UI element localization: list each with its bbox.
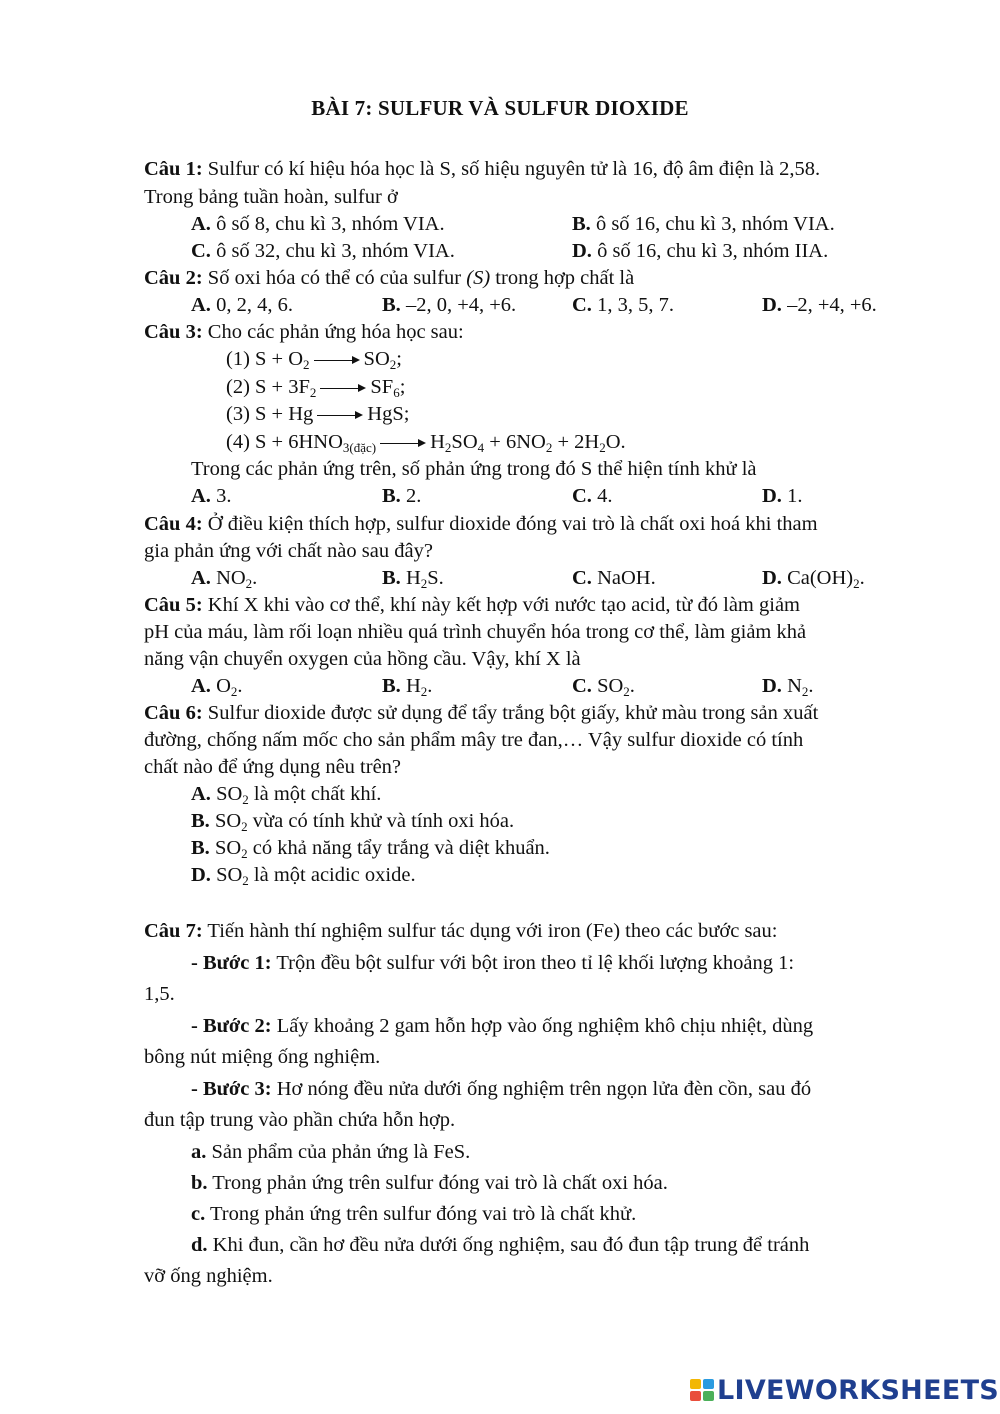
q3-stem: Câu 3: Cho các phản ứng hóa học sau:	[144, 321, 464, 343]
q1-label: Câu 1:	[144, 158, 203, 180]
q1-option-c[interactable]: C. ô số 32, chu kì 3, nhóm VIA.	[191, 240, 455, 262]
q6-option-b-2[interactable]: B. $SO_2$ có khả năng tẩy trắng và diệt khuẩn.	[191, 837, 550, 861]
q6-stem-cont-2: chất nào để ứng dụng nêu trên?	[144, 756, 402, 778]
q2-option-d[interactable]: D. –2, +4, +6.	[762, 294, 877, 316]
q7-statement-b[interactable]: b. Trong phản ứng trên sulfur đóng vai trò là chất oxi hóa.	[191, 1172, 668, 1194]
q5-label: Câu 5:	[144, 594, 203, 616]
q4-option-c[interactable]: C. NaOH.	[572, 567, 656, 589]
q4-label: Câu 4:	[144, 513, 203, 535]
q4-option-a[interactable]: A. $NO_2$.	[191, 567, 258, 591]
q7-statement-d[interactable]: d. Khi đun, cần hơ đều nửa dưới ống nghiệm, sau đó đun tập trung để tránh	[191, 1234, 810, 1256]
arrow-icon	[380, 438, 426, 448]
q5-option-d[interactable]: D. $N_2$.	[762, 675, 814, 699]
q5-option-c[interactable]: C. $SO_2$.	[572, 675, 635, 699]
q3-option-c[interactable]: C. 4.	[572, 485, 613, 507]
q5-stem-cont-2: năng vận chuyển oxygen của hồng cầu. Vậy, khí X là	[144, 648, 581, 670]
q6-option-d[interactable]: D. $SO_2$ là một acidic oxide.	[191, 864, 416, 888]
q7-stem: Câu 7: Tiến hành thí nghiệm sulfur tác dụng với iron (Fe) theo các bước sau:	[144, 920, 778, 942]
q6-stem-cont-1: đường, chống nấm mốc cho sản phẩm mây tre đan,… Vậy sulfur dioxide có tính	[144, 729, 804, 751]
q1-option-a[interactable]: A. ô số 8, chu kì 3, nhóm VIA.	[191, 213, 445, 235]
q3-reaction-4: (4) $S + 6HNO_{3(đặc)}$ $H_2SO_4 + 6NO_2 + 2H_2O$.	[226, 431, 626, 455]
q2-stem: Câu 2: Số oxi hóa có thể có của sulfur (S) trong hợp chất là	[144, 267, 635, 289]
q1-stem-cont: Trong bảng tuần hoàn, sulfur ở	[144, 186, 398, 208]
q1-stem: Câu 1: Sulfur có kí hiệu hóa học là S, số hiệu nguyên tử là 16, độ âm điện là 2,58.	[144, 158, 821, 180]
q7-step-1: - Bước 1: Trộn đều bột sulfur với bột iron theo tỉ lệ khối lượng khoảng 1:	[191, 952, 795, 974]
q5-option-a[interactable]: A. $O_2$.	[191, 675, 243, 699]
q3-option-b[interactable]: B. 2.	[382, 485, 422, 507]
q6-label: Câu 6:	[144, 702, 203, 724]
q3-label: Câu 3:	[144, 321, 203, 343]
liveworksheets-logo	[690, 1374, 999, 1406]
q4-stem-cont: gia phản ứng với chất nào sau đây?	[144, 540, 433, 562]
liveworksheets-mark-icon	[690, 1379, 714, 1401]
q7-step-1-cont: 1,5.	[144, 983, 175, 1005]
q4-option-b[interactable]: B. $H_2S$.	[382, 567, 444, 591]
q3-option-a[interactable]: A. 3.	[191, 485, 232, 507]
q7-statement-a[interactable]: a. Sản phẩm của phản ứng là FeS.	[191, 1141, 471, 1163]
q2-option-a[interactable]: A. 0, 2, 4, 6.	[191, 294, 293, 316]
q4-option-d[interactable]: D. $Ca(OH)_2$.	[762, 567, 865, 591]
logo-text: LIVEWORKSHEETS	[717, 1374, 1000, 1406]
q3-question: Trong các phản ứng trên, số phản ứng trong đó S thể hiện tính khử là	[191, 458, 757, 480]
q6-stem: Câu 6: Sulfur dioxide được sử dụng để tẩy trắng bột giấy, khử màu trong sản xuất	[144, 702, 819, 724]
arrow-icon	[320, 383, 366, 393]
q1-option-b[interactable]: B. ô số 16, chu kì 3, nhóm VIA.	[572, 213, 835, 235]
q5-option-b[interactable]: B. $H_2$.	[382, 675, 433, 699]
q7-label: Câu 7:	[144, 920, 203, 942]
q3-reaction-1: (1) $S + O_2$ $SO_2$;	[226, 348, 402, 372]
q7-step-2-cont: bông nút miệng ống nghiệm.	[144, 1046, 381, 1068]
arrow-icon	[314, 355, 360, 365]
q3-reaction-2: (2) $S + 3F_2$ $SF_6$;	[226, 376, 406, 400]
q7-step-3: - Bước 3: Hơ nóng đều nửa dưới ống nghiệm trên ngọn lửa đèn cồn, sau đó	[191, 1078, 812, 1100]
q5-stem-cont-1: pH của máu, làm rối loạn nhiều quá trình chuyển hóa trong cơ thể, làm giảm khả	[144, 621, 807, 643]
q2-option-b[interactable]: B. –2, 0, +4, +6.	[382, 294, 517, 316]
q2-label: Câu 2:	[144, 267, 203, 289]
q1-option-d[interactable]: D. ô số 16, chu kì 3, nhóm IIA.	[572, 240, 829, 262]
q7-step-3-cont: đun tập trung vào phần chứa hỗn hợp.	[144, 1109, 456, 1131]
page-title: BÀI 7: SULFUR VÀ SULFUR DIOXIDE	[311, 96, 689, 120]
q6-option-a[interactable]: A. $SO_2$ là một chất khí.	[191, 783, 382, 807]
q5-stem: Câu 5: Khí X khi vào cơ thể, khí này kết hợp với nước tạo acid, từ đó làm giảm	[144, 594, 800, 616]
q7-statement-c[interactable]: c. Trong phản ứng trên sulfur đóng vai trò là chất khử.	[191, 1203, 637, 1225]
q3-option-d[interactable]: D. 1.	[762, 485, 803, 507]
q6-option-b-1[interactable]: B. $SO_2$ vừa có tính khử và tính oxi hóa.	[191, 810, 515, 834]
q7-step-2: - Bước 2: Lấy khoảng 2 gam hỗn hợp vào ống nghiệm khô chịu nhiệt, dùng	[191, 1015, 814, 1037]
q3-reaction-3: (3) S + Hg HgS;	[226, 403, 410, 425]
arrow-icon	[317, 410, 363, 420]
q2-option-c[interactable]: C. 1, 3, 5, 7.	[572, 294, 674, 316]
q7-statement-d-cont: vỡ ống nghiệm.	[144, 1265, 273, 1287]
q4-stem: Câu 4: Ở điều kiện thích hợp, sulfur dioxide đóng vai trò là chất oxi hoá khi tham	[144, 513, 818, 535]
